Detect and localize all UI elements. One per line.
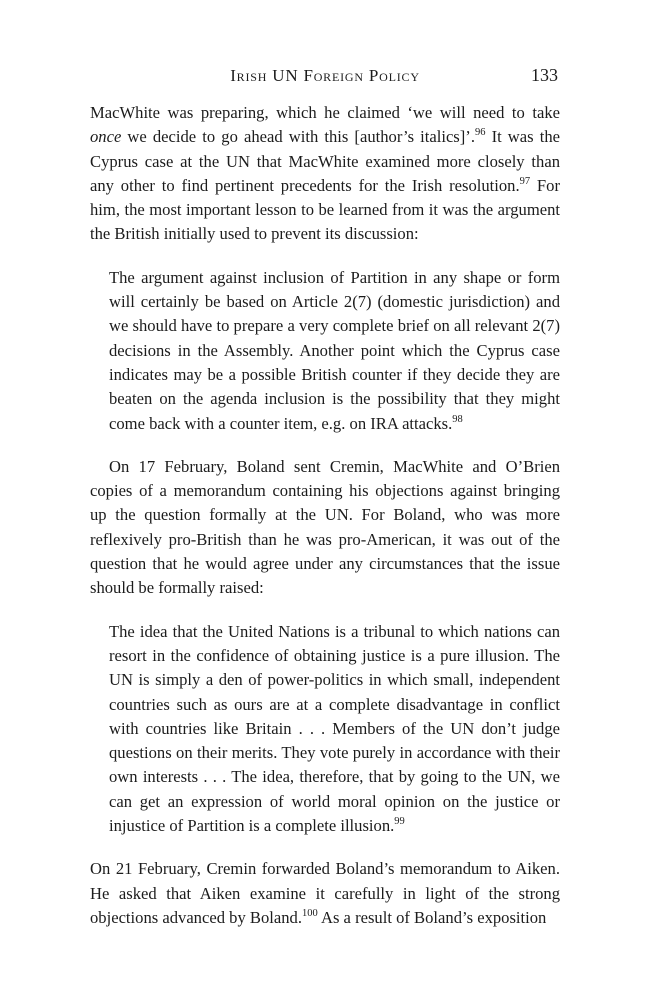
text-run: For him, the most important lesson to be learned from it was the argument the British initially used to prevent its discussion: — [90, 175, 560, 244]
italic-text: once — [90, 127, 122, 147]
page-number: 133 — [531, 65, 558, 85]
footnote-ref: 98 — [452, 413, 463, 425]
paragraph-boland-memorandum — [90, 455, 560, 601]
text-run: It was the Cyprus case at the UN that MacWhite examined more closely than any other to find pertinent precedents for the Irish resolution. — [90, 127, 560, 195]
text-run: On 21 February, Cremin forwarded Boland’s memorandum to Aiken. He asked that Aiken examine it carefully in light of the strong objections advanced by Boland. — [90, 859, 560, 927]
text-run: The idea that the United Nations is a tribunal to which nations can resort in the confidence of obtaining justice is a pure illusion. The UN is simply a den of power-politics in which small, independent countries such as ours are at a complete disadvantage in conflict with countries like Britain . . . Members of the UN don’t judge questions on their merits. They vote purely in accordance with their own interests . . . The idea, therefore, that by going to the UN, we can get an expression of world moral opinion on the justice or injustice of Partition is a complete illusion. — [109, 621, 560, 836]
block-quote-boland — [109, 620, 560, 839]
footnote-ref: 96 — [474, 127, 486, 139]
body-text — [90, 101, 560, 930]
running-title: Irish UN Foreign Policy — [230, 66, 420, 85]
footnote-ref: 99 — [394, 816, 405, 828]
text-run: we decide to go ahead with this [author’s italics]’. — [121, 127, 475, 147]
block-quote-macwhite — [109, 266, 560, 436]
paragraph-cremin-aiken — [90, 857, 560, 930]
footnote-ref: 100 — [301, 907, 318, 919]
footnote-ref: 97 — [519, 175, 531, 187]
paragraph-macwhite-cyprus — [90, 101, 560, 247]
text-run: On 17 February, Boland sent Cremin, MacWhite and O’Brien copies of a memorandum containing his objections against bringing up the question formally at the UN. For Boland, who was more reflexively pro-British than he was pro-American, it was out of the question that he would agree under any circumstances that the issue should be formally raised: — [90, 456, 560, 598]
text-run: The argument against inclusion of Partition in any shape or form will certainly be based on Article 2(7) (domestic jurisdiction) and we should have to prepare a very complete brief on all relevant 2(7) decisions in the Assembly. Another point which the Cyprus case indicates may be a possible British counter if they decide they are beaten on the agenda inclusion is the possibility that they might come back with a counter item, e.g. on IRA attacks. — [109, 267, 560, 433]
text-run: As a result of Boland’s exposition — [317, 907, 547, 927]
text-run: MacWhite was preparing, which he claimed ‘we will need to take — [90, 103, 560, 122]
running-header — [90, 66, 560, 92]
